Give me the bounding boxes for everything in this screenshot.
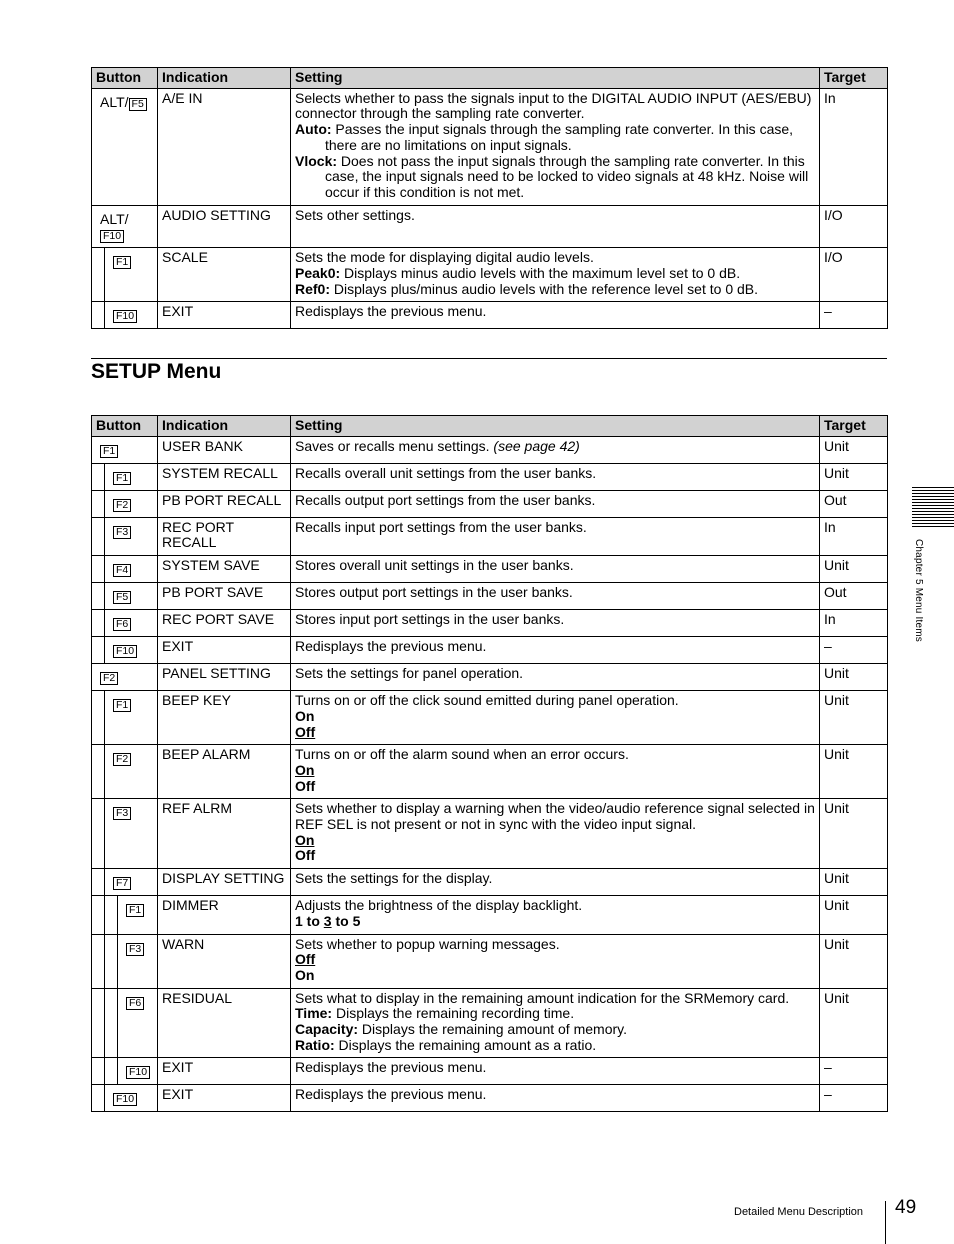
setting-line	[295, 585, 815, 601]
setting-line	[295, 937, 815, 953]
section-title: SETUP Menu	[91, 360, 222, 383]
button-cell	[92, 88, 158, 205]
indication-cell: BEEP KEY	[158, 691, 291, 745]
table-row	[92, 988, 888, 1058]
option-name: Time:	[295, 1005, 333, 1022]
function-key-icon: F3	[113, 807, 131, 820]
setting-cell	[291, 745, 820, 799]
option-value: On	[295, 761, 315, 778]
setting-cell	[291, 517, 820, 555]
button-cell	[92, 556, 158, 583]
function-key-icon: F1	[100, 445, 118, 458]
option-name: Auto:	[295, 121, 332, 138]
setting-line	[295, 266, 815, 282]
column-header-target: Target	[820, 416, 888, 437]
setting-text: Recalls input port settings from the user banks.	[295, 518, 587, 535]
function-key-icon: F10	[113, 310, 137, 323]
page-reference: (see page 42)	[493, 437, 580, 454]
function-key-icon: F5	[129, 98, 147, 111]
indication-cell: SCALE	[158, 248, 291, 302]
indication-cell: EXIT	[158, 1058, 291, 1085]
target-cell: Unit	[820, 463, 888, 490]
setting-text: Displays minus audio levels with the maximum level set to 0 dB.	[340, 265, 741, 282]
setting-line	[295, 1060, 815, 1076]
indication-cell: WARN	[158, 934, 291, 988]
setting-line	[295, 154, 815, 201]
target-cell: –	[820, 302, 888, 329]
button-cell	[92, 583, 158, 610]
setting-cell	[291, 934, 820, 988]
setting-line	[295, 1006, 815, 1022]
table-row	[92, 745, 888, 799]
setting-line	[295, 639, 815, 655]
button-cell	[92, 490, 158, 517]
setting-text: Redisplays the previous menu.	[295, 1059, 487, 1076]
button-cell-content	[96, 666, 153, 686]
button-cell-content	[96, 304, 153, 324]
table-row	[92, 436, 888, 463]
target-cell: I/O	[820, 205, 888, 248]
setting-text: Sets whether to popup warning messages.	[295, 935, 560, 952]
setting-text: Saves or recalls menu settings.	[295, 437, 494, 454]
target-cell: Unit	[820, 436, 888, 463]
button-cell	[92, 463, 158, 490]
function-key-icon: F1	[113, 256, 131, 269]
button-cell	[92, 248, 158, 302]
setting-text: Redisplays the previous menu.	[295, 638, 487, 655]
button-cell-content	[96, 250, 153, 270]
table-row	[92, 248, 888, 302]
setting-cell	[291, 490, 820, 517]
button-cell-content	[96, 466, 153, 486]
column-header-setting: Setting	[291, 416, 820, 437]
setup-menu-table	[91, 415, 888, 1112]
function-key-icon: F1	[126, 904, 144, 917]
function-key-icon: F1	[113, 472, 131, 485]
button-cell	[92, 205, 158, 248]
setting-text: Stores output port settings in the user banks.	[295, 584, 573, 601]
setting-text: Turns on or off the alarm sound when an error occurs.	[295, 746, 629, 763]
setting-line	[295, 763, 815, 779]
indication-cell: A/E IN	[158, 88, 291, 205]
target-cell: –	[820, 637, 888, 664]
setting-line	[295, 693, 815, 709]
function-key-icon: F10	[113, 1093, 137, 1106]
table-row	[92, 463, 888, 490]
setting-line	[295, 1087, 815, 1103]
target-cell: –	[820, 1085, 888, 1112]
setting-line	[295, 208, 815, 224]
table-row	[92, 1058, 888, 1085]
indication-cell: DISPLAY SETTING	[158, 869, 291, 896]
target-cell: Unit	[820, 556, 888, 583]
target-cell: Unit	[820, 896, 888, 934]
setting-line	[295, 1038, 815, 1054]
target-cell: In	[820, 88, 888, 205]
target-cell: Unit	[820, 799, 888, 869]
footer-section-name: Detailed Menu Description	[734, 1206, 864, 1218]
button-cell-content	[96, 1060, 153, 1080]
setting-cell	[291, 88, 820, 205]
option-value: Off	[295, 951, 316, 968]
indication-cell: DIMMER	[158, 896, 291, 934]
indication-cell: RESIDUAL	[158, 988, 291, 1058]
setting-text: Displays the remaining recording time.	[332, 1005, 575, 1022]
setting-line	[295, 1022, 815, 1038]
button-cell-content	[96, 693, 153, 713]
setting-text: Sets what to display in the remaining amount indication for the SRMemory card.	[295, 989, 790, 1006]
setting-line	[295, 968, 815, 984]
setting-line	[295, 725, 815, 741]
option-name: Capacity:	[295, 1021, 359, 1038]
setting-text: Stores overall unit settings in the user banks.	[295, 557, 574, 574]
table-row	[92, 490, 888, 517]
setting-text: Displays plus/minus audio levels with the reference level set to 0 dB.	[330, 280, 759, 297]
setting-line	[295, 91, 815, 122]
button-cell-content	[96, 558, 153, 578]
setup-menu-rows	[92, 436, 888, 1112]
target-cell: I/O	[820, 248, 888, 302]
setting-text: Recalls output port settings from the user banks.	[295, 491, 596, 508]
indication-cell: REF ALRM	[158, 799, 291, 869]
range-value: 3	[323, 912, 332, 929]
setting-cell	[291, 556, 820, 583]
table-row	[92, 637, 888, 664]
setting-cell	[291, 691, 820, 745]
setting-text: Sets other settings.	[295, 206, 415, 223]
setting-line	[295, 558, 815, 574]
setting-text: Sets the settings for the display.	[295, 870, 493, 887]
indication-cell: AUDIO SETTING	[158, 205, 291, 248]
indication-cell: PB PORT SAVE	[158, 583, 291, 610]
target-cell: Unit	[820, 988, 888, 1058]
column-header-button: Button	[92, 416, 158, 437]
function-key-icon: F6	[126, 997, 144, 1010]
button-cell-content	[96, 639, 153, 659]
button-alt-prefix: ALT/	[100, 210, 129, 227]
table-row	[92, 302, 888, 329]
target-cell: –	[820, 1058, 888, 1085]
target-cell: Unit	[820, 691, 888, 745]
setting-cell	[291, 664, 820, 691]
setting-cell	[291, 896, 820, 934]
button-cell-content	[96, 937, 153, 957]
button-cell	[92, 799, 158, 869]
footer-divider	[885, 1201, 886, 1244]
setting-text: Adjusts the brightness of the display backlight.	[295, 897, 583, 914]
setting-line	[295, 304, 815, 320]
setting-text: Displays the remaining amount as a ratio.	[334, 1036, 597, 1053]
button-cell-content	[96, 439, 153, 459]
column-header-indication: Indication	[158, 416, 291, 437]
function-key-icon: F2	[113, 499, 131, 512]
audio-menu-table	[91, 67, 888, 329]
function-key-icon: F3	[113, 526, 131, 539]
setting-line	[295, 250, 815, 266]
setting-text: Sets the mode for displaying digital audio levels.	[295, 249, 594, 266]
setting-line	[295, 871, 815, 887]
button-cell-content	[96, 747, 153, 767]
button-cell	[92, 745, 158, 799]
function-key-icon: F3	[126, 943, 144, 956]
setting-text: Sets the settings for panel operation.	[295, 665, 524, 682]
setting-line	[295, 709, 815, 725]
setting-text: Redisplays the previous menu.	[295, 1086, 487, 1103]
function-key-icon: F5	[113, 591, 131, 604]
target-cell: In	[820, 517, 888, 555]
section-rule	[91, 358, 887, 359]
setting-cell	[291, 637, 820, 664]
setting-text: Stores input port settings in the user banks.	[295, 611, 565, 628]
button-cell-content	[96, 1087, 153, 1107]
setting-line	[295, 612, 815, 628]
table-row	[92, 691, 888, 745]
setting-text: Redisplays the previous menu.	[295, 303, 487, 320]
table-row	[92, 610, 888, 637]
button-cell-content	[96, 612, 153, 632]
button-cell-content	[96, 871, 153, 891]
table-row	[92, 799, 888, 869]
setting-text: Recalls overall unit settings from the user banks.	[295, 464, 597, 481]
button-cell-content	[96, 208, 153, 244]
setting-line	[295, 848, 815, 864]
setting-line	[295, 952, 815, 968]
function-key-icon: F10	[100, 230, 124, 243]
option-value: On	[295, 831, 315, 848]
audio-menu-rows	[92, 88, 888, 329]
button-cell	[92, 896, 158, 934]
function-key-icon: F7	[113, 877, 131, 890]
setting-text: Selects whether to pass the signals input to the DIGITAL AUDIO INPUT (AES/EBU) connector through the sampling rate converter.	[295, 89, 812, 122]
column-header-indication: Indication	[158, 68, 291, 89]
function-key-icon: F4	[113, 564, 131, 577]
indication-cell: EXIT	[158, 1085, 291, 1112]
indication-cell: EXIT	[158, 637, 291, 664]
setting-line	[295, 439, 815, 455]
option-name: Ratio:	[295, 1036, 335, 1053]
indication-cell: USER BANK	[158, 436, 291, 463]
table-header-row	[92, 416, 888, 437]
table-row	[92, 896, 888, 934]
button-cell	[92, 302, 158, 329]
setting-text: Turns on or off the click sound emitted during panel operation.	[295, 692, 679, 709]
button-cell-content	[96, 493, 153, 513]
function-key-icon: F1	[113, 699, 131, 712]
column-header-setting: Setting	[291, 68, 820, 89]
setting-text: Does not pass the input signals through the sampling rate converter. In this case, the input signals need to be locked to video signals at 48 kHz. Noise will occur if this condition is not met.	[325, 152, 809, 200]
table-row	[92, 517, 888, 555]
button-cell	[92, 610, 158, 637]
button-cell	[92, 934, 158, 988]
chapter-tab-marker	[912, 487, 954, 529]
button-cell	[92, 1085, 158, 1112]
target-cell: Out	[820, 583, 888, 610]
option-value: Off	[295, 847, 316, 864]
setting-cell	[291, 463, 820, 490]
function-key-icon: F2	[100, 672, 118, 685]
setting-cell	[291, 869, 820, 896]
button-cell-content	[96, 91, 153, 113]
button-cell	[92, 517, 158, 555]
column-header-target: Target	[820, 68, 888, 89]
setting-line	[295, 914, 815, 930]
setting-line	[295, 666, 815, 682]
indication-cell: REC PORT RECALL	[158, 517, 291, 555]
table-header-row	[92, 68, 888, 89]
table-row	[92, 1085, 888, 1112]
setting-line	[295, 282, 815, 298]
button-cell-content	[96, 520, 153, 540]
table-row	[92, 205, 888, 248]
setting-line	[295, 493, 815, 509]
setting-line	[295, 520, 815, 536]
indication-cell: PB PORT RECALL	[158, 490, 291, 517]
setting-line	[295, 466, 815, 482]
indication-cell: REC PORT SAVE	[158, 610, 291, 637]
setting-text: Displays the remaining amount of memory.	[358, 1021, 627, 1038]
setting-line	[295, 898, 815, 914]
setting-cell	[291, 205, 820, 248]
option-value: On	[295, 707, 315, 724]
button-cell	[92, 988, 158, 1058]
chapter-label: Chapter 5 Menu Items	[913, 539, 924, 642]
button-cell	[92, 637, 158, 664]
setting-line	[295, 779, 815, 795]
setting-cell	[291, 610, 820, 637]
target-cell: Unit	[820, 745, 888, 799]
setting-cell	[291, 799, 820, 869]
option-value: Off	[295, 723, 316, 740]
setting-line	[295, 801, 815, 832]
setting-cell	[291, 436, 820, 463]
setting-text: Sets whether to display a warning when the video/audio reference signal selected in REF SEL is not present or not in sync with the video input signal.	[295, 800, 815, 833]
button-cell	[92, 664, 158, 691]
setting-line	[295, 833, 815, 849]
function-key-icon: F6	[113, 618, 131, 631]
button-cell-content	[96, 585, 153, 605]
option-value: On	[295, 966, 315, 983]
setting-text: Passes the input signals through the sampling rate converter. In this case, there are no limitations on input signals.	[325, 121, 794, 153]
button-cell	[92, 436, 158, 463]
option-value: Off	[295, 777, 316, 794]
setting-cell	[291, 1085, 820, 1112]
target-cell: Unit	[820, 869, 888, 896]
setting-line	[295, 991, 815, 1007]
button-cell-content	[96, 801, 153, 821]
table-row	[92, 869, 888, 896]
table-row	[92, 583, 888, 610]
target-cell: Unit	[820, 934, 888, 988]
button-alt-prefix: ALT/	[100, 93, 129, 110]
page-number: 49	[895, 1197, 917, 1218]
function-key-icon: F10	[113, 645, 137, 658]
indication-cell: SYSTEM RECALL	[158, 463, 291, 490]
button-cell	[92, 691, 158, 745]
setting-cell	[291, 248, 820, 302]
column-header-button: Button	[92, 68, 158, 89]
option-name: Ref0:	[295, 280, 331, 297]
setting-cell	[291, 583, 820, 610]
indication-cell: EXIT	[158, 302, 291, 329]
setting-cell	[291, 302, 820, 329]
indication-cell: PANEL SETTING	[158, 664, 291, 691]
option-name: Vlock:	[295, 152, 338, 169]
option-name: Peak0:	[295, 265, 341, 282]
setting-cell	[291, 988, 820, 1058]
table-row	[92, 664, 888, 691]
button-cell-content	[96, 898, 153, 918]
function-key-icon: F10	[126, 1066, 150, 1079]
target-cell: Unit	[820, 664, 888, 691]
range-value: to 5	[331, 912, 361, 929]
setting-cell	[291, 1058, 820, 1085]
button-cell	[92, 869, 158, 896]
target-cell: In	[820, 610, 888, 637]
button-cell	[92, 1058, 158, 1085]
indication-cell: SYSTEM SAVE	[158, 556, 291, 583]
function-key-icon: F2	[113, 753, 131, 766]
table-row	[92, 88, 888, 205]
range-value: 1 to	[295, 912, 324, 929]
setting-line	[295, 747, 815, 763]
indication-cell: BEEP ALARM	[158, 745, 291, 799]
table-row	[92, 934, 888, 988]
table-row	[92, 556, 888, 583]
setting-line	[295, 122, 815, 153]
button-cell-content	[96, 991, 153, 1011]
target-cell: Out	[820, 490, 888, 517]
